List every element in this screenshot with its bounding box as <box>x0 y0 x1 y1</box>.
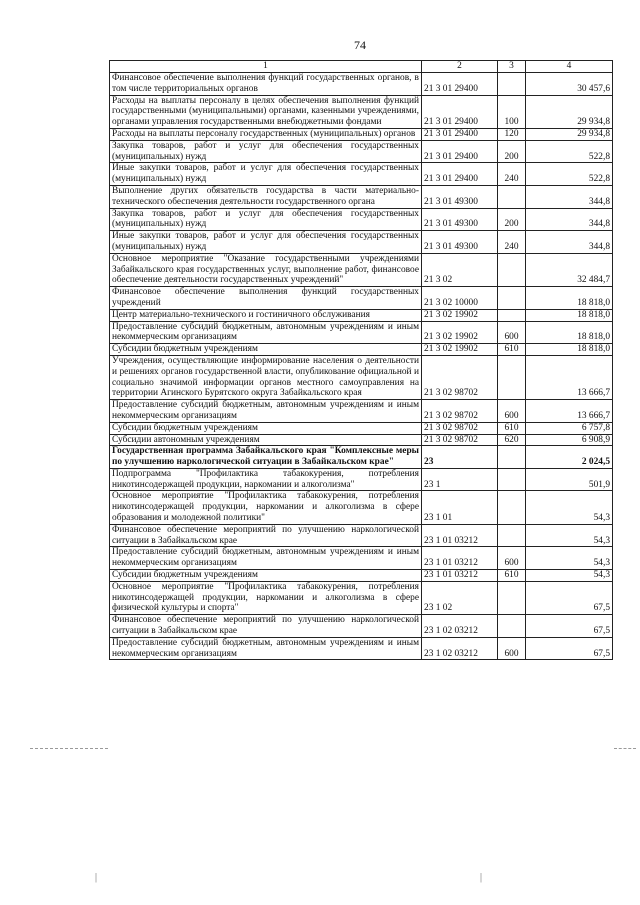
row-sum: 67,5 <box>526 581 613 614</box>
table-row <box>110 128 613 140</box>
row-name: Предоставление субсидий бюджетным, автономным учреждениям и иным некоммерческим организациям <box>110 637 422 660</box>
row-kind: 120 <box>498 128 526 140</box>
row-sum: 18 818,0 <box>526 344 613 356</box>
table-row <box>110 422 613 434</box>
row-name: Финансовое обеспечение выполнения функций государственных учреждений <box>110 287 422 310</box>
row-code: 21 3 02 19902 <box>422 321 498 344</box>
row-kind <box>498 581 526 614</box>
row-sum: 29 934,8 <box>526 128 613 140</box>
table-row <box>110 163 613 186</box>
row-sum: 29 934,8 <box>526 95 613 128</box>
row-name: Расходы на выплаты персоналу государственных (муниципальных) органов <box>110 128 422 140</box>
table-row <box>110 524 613 547</box>
row-name: Субсидии автономным учреждениям <box>110 434 422 446</box>
row-code: 21 3 02 10000 <box>422 287 498 310</box>
row-kind <box>498 524 526 547</box>
row-kind: 240 <box>498 231 526 254</box>
table-row <box>110 344 613 356</box>
row-kind: 240 <box>498 163 526 186</box>
row-code: 21 3 01 29400 <box>422 163 498 186</box>
row-kind: 610 <box>498 344 526 356</box>
row-code: 21 3 01 29400 <box>422 128 498 140</box>
row-sum: 13 666,7 <box>526 400 613 423</box>
row-name: Выполнение других обязательств государства в части материально-технического обеспечения деятельности государственного органа <box>110 185 422 208</box>
row-name: Основное мероприятие "Профилактика табакокурения, потребления никотинсодержащей продукции, наркомании и алкоголизма в сфере образования и молодежной политики" <box>110 491 422 524</box>
table-row-program <box>110 446 613 469</box>
table-row <box>110 287 613 310</box>
table-row <box>110 581 613 614</box>
table-row <box>110 208 613 231</box>
row-code: 21 3 02 <box>422 253 498 286</box>
row-code: 23 1 02 03212 <box>422 615 498 638</box>
row-code: 23 <box>422 446 498 469</box>
table-row <box>110 140 613 163</box>
table-row <box>110 400 613 423</box>
row-kind <box>498 287 526 310</box>
row-code: 23 1 01 03212 <box>422 524 498 547</box>
row-sum: 2 024,5 <box>526 446 613 469</box>
table-body <box>110 73 613 660</box>
row-kind <box>498 446 526 469</box>
row-name: Иные закупки товаров, работ и услуг для обеспечения государственных (муниципальных) нужд <box>110 231 422 254</box>
table-row <box>110 547 613 570</box>
row-kind: 600 <box>498 637 526 660</box>
row-sum: 344,8 <box>526 231 613 254</box>
header-col-name: 1 <box>110 61 422 73</box>
row-code: 21 3 02 19902 <box>422 309 498 321</box>
row-sum: 13 666,7 <box>526 355 613 399</box>
table-row <box>110 637 613 660</box>
row-kind <box>498 468 526 491</box>
row-sum: 54,3 <box>526 491 613 524</box>
row-name: Учреждения, осуществляющие информирование населения о деятельности и решениях органов государственной власти, опубликование официальной и социально значимой информации органов местного самоуправления на территории Агинского Бурятского округа Забайкальского края <box>110 355 422 399</box>
table-row <box>110 570 613 582</box>
row-kind <box>498 73 526 96</box>
row-sum: 344,8 <box>526 208 613 231</box>
row-code: 21 3 02 98702 <box>422 355 498 399</box>
row-kind: 100 <box>498 95 526 128</box>
row-sum: 501,9 <box>526 468 613 491</box>
row-name: Финансовое обеспечение мероприятий по улучшению наркологической ситуации в Забайкальском крае <box>110 524 422 547</box>
header-col-kind: 3 <box>498 61 526 73</box>
scan-artifact-mark: | <box>480 872 483 883</box>
row-sum: 30 457,6 <box>526 73 613 96</box>
row-name: Центр материально-технического и гостиничного обслуживания <box>110 309 422 321</box>
row-name: Основное мероприятие "Оказание государственными учреждениями Забайкальского края государственных услуг, выполнение работ, финансовое обеспечение деятельности государственных учреждений" <box>110 253 422 286</box>
table-row <box>110 355 613 399</box>
row-code: 21 3 01 29400 <box>422 140 498 163</box>
row-sum: 67,5 <box>526 615 613 638</box>
row-kind <box>498 355 526 399</box>
row-kind <box>498 615 526 638</box>
row-sum: 6 908,9 <box>526 434 613 446</box>
page-number: 74 <box>354 38 366 52</box>
row-kind: 610 <box>498 570 526 582</box>
row-code: 21 3 01 49300 <box>422 231 498 254</box>
row-sum: 522,8 <box>526 140 613 163</box>
row-name: Иные закупки товаров, работ и услуг для обеспечения государственных (муниципальных) нужд <box>110 163 422 186</box>
row-kind <box>498 253 526 286</box>
row-kind: 200 <box>498 140 526 163</box>
row-code: 21 3 02 98702 <box>422 422 498 434</box>
budget-table <box>109 60 613 660</box>
row-kind <box>498 491 526 524</box>
row-kind: 610 <box>498 422 526 434</box>
row-sum: 67,5 <box>526 637 613 660</box>
row-code: 21 3 02 98702 <box>422 400 498 423</box>
table-row <box>110 491 613 524</box>
table-row <box>110 231 613 254</box>
row-name: Предоставление субсидий бюджетным, автономным учреждениям и иным некоммерческим организациям <box>110 400 422 423</box>
row-name: Предоставление субсидий бюджетным, автономным учреждениям и иным некоммерческим организациям <box>110 547 422 570</box>
row-name: Субсидии бюджетным учреждениям <box>110 422 422 434</box>
row-code: 23 1 01 03212 <box>422 570 498 582</box>
scan-artifact-mark: | <box>95 872 98 883</box>
row-name: Подпрограмма "Профилактика табакокурения, потребления никотинсодержащей продукции, наркомании и алкоголизма" <box>110 468 422 491</box>
table-row <box>110 468 613 491</box>
row-name: Закупка товаров, работ и услуг для обеспечения государственных (муниципальных) нужд <box>110 140 422 163</box>
row-name: Предоставление субсидий бюджетным, автономным учреждениям и иным некоммерческим организациям <box>110 321 422 344</box>
row-kind <box>498 309 526 321</box>
row-sum: 54,3 <box>526 547 613 570</box>
row-name: Субсидии бюджетным учреждениям <box>110 570 422 582</box>
row-name: Финансовое обеспечение выполнения функций государственных органов, в том числе территориальных органов <box>110 73 422 96</box>
row-kind: 200 <box>498 208 526 231</box>
row-name: Субсидии бюджетным учреждениям <box>110 344 422 356</box>
scan-artifact-line <box>614 748 636 749</box>
row-sum: 18 818,0 <box>526 321 613 344</box>
row-code: 21 3 01 29400 <box>422 73 498 96</box>
row-sum: 18 818,0 <box>526 287 613 310</box>
table-row <box>110 253 613 286</box>
table-row <box>110 434 613 446</box>
header-col-sum: 4 <box>526 61 613 73</box>
row-code: 23 1 01 03212 <box>422 547 498 570</box>
row-code: 21 3 02 98702 <box>422 434 498 446</box>
row-name: Закупка товаров, работ и услуг для обеспечения государственных (муниципальных) нужд <box>110 208 422 231</box>
row-kind <box>498 185 526 208</box>
row-sum: 344,8 <box>526 185 613 208</box>
row-code: 21 3 02 19902 <box>422 344 498 356</box>
table-row <box>110 309 613 321</box>
row-name: Государственная программа Забайкальского края "Комплексные меры по улучшению наркологической ситуации в Забайкальском крае" <box>110 446 422 469</box>
row-code: 21 3 01 49300 <box>422 208 498 231</box>
row-code: 23 1 01 <box>422 491 498 524</box>
row-kind: 600 <box>498 321 526 344</box>
row-name: Основное мероприятие "Профилактика табакокурения, потребления никотинсодержащей продукции, наркомании и алкоголизма в сфере физической культуры и спорта" <box>110 581 422 614</box>
row-sum: 18 818,0 <box>526 309 613 321</box>
table-row <box>110 95 613 128</box>
row-code: 23 1 02 03212 <box>422 637 498 660</box>
row-code: 23 1 <box>422 468 498 491</box>
table-header-row <box>110 61 613 73</box>
row-code: 21 3 01 49300 <box>422 185 498 208</box>
row-code: 23 1 02 <box>422 581 498 614</box>
row-name: Расходы на выплаты персоналу в целях обеспечения выполнения функций государственными (муниципальными) органами, казенными учреждениями, органами управления государственными внебюджетными фондами <box>110 95 422 128</box>
row-sum: 54,3 <box>526 570 613 582</box>
table-row <box>110 185 613 208</box>
row-sum: 54,3 <box>526 524 613 547</box>
table-row <box>110 321 613 344</box>
row-sum: 6 757,8 <box>526 422 613 434</box>
row-sum: 32 484,7 <box>526 253 613 286</box>
table-row <box>110 73 613 96</box>
row-kind: 600 <box>498 547 526 570</box>
row-kind: 620 <box>498 434 526 446</box>
row-kind: 600 <box>498 400 526 423</box>
table-row <box>110 615 613 638</box>
row-sum: 522,8 <box>526 163 613 186</box>
header-col-code: 2 <box>422 61 498 73</box>
row-name: Финансовое обеспечение мероприятий по улучшению наркологической ситуации в Забайкальском крае <box>110 615 422 638</box>
scan-artifact-line <box>30 748 108 749</box>
row-code: 21 3 01 29400 <box>422 95 498 128</box>
